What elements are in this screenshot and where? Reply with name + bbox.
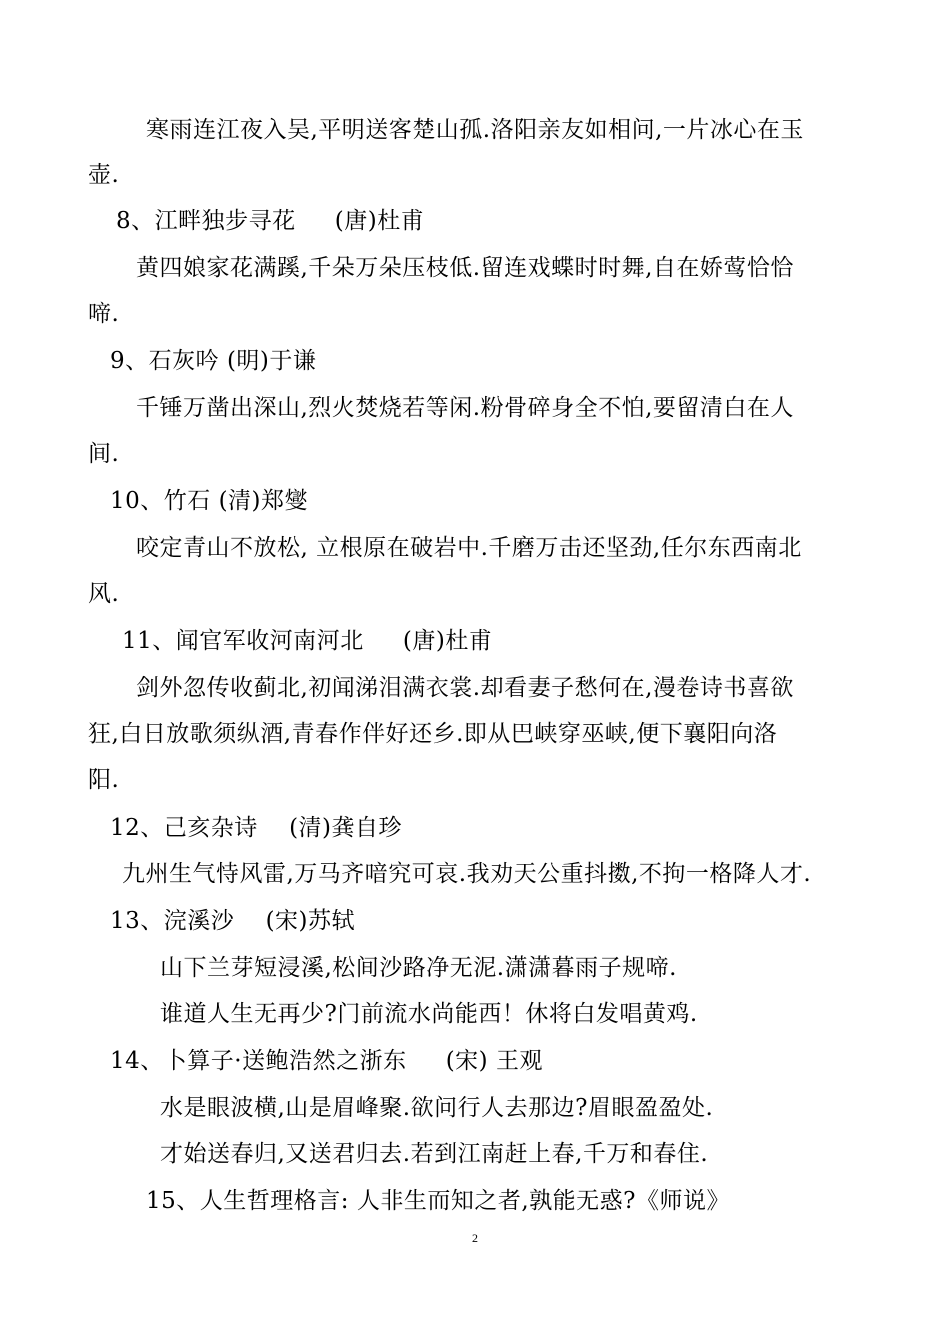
poem-8-heading: 8、江畔独步寻花 (唐)杜甫 <box>116 208 425 234</box>
poem-12-heading: 12、己亥杂诗 (清)龚自珍 <box>110 815 403 841</box>
poem-13-line-2: 谁道人生无再少?门前流水尚能西！休将白发唱黄鸡. <box>160 1001 698 1027</box>
poem-7-line-2: 壶. <box>88 162 120 188</box>
poem-11-heading: 11、闻官军收河南河北 (唐)杜甫 <box>122 628 493 654</box>
poem-8-line-2: 啼. <box>88 301 120 327</box>
poem-9-heading: 9、石灰吟 (明)于谦 <box>110 348 317 374</box>
poem-11-line-3: 阳. <box>88 767 120 793</box>
poem-14-line-2: 才始送春归,又送君归去.若到江南赶上春,千万和春住. <box>160 1141 709 1167</box>
poem-10-line-2: 风. <box>88 581 120 607</box>
poem-7-line-1: 寒雨连江夜入吴,平明送客楚山孤.洛阳亲友如相问,一片冰心在玉 <box>146 117 804 143</box>
poem-12-line-1: 九州生气恃风雷,万马齐喑究可哀.我劝天公重抖擞,不拘一格降人才. <box>122 861 812 887</box>
poem-11-line-1: 剑外忽传收蓟北,初闻涕泪满衣裳.却看妻子愁何在,漫卷诗书喜欲 <box>136 675 794 701</box>
poem-9-line-1: 千锤万凿出深山,烈火焚烧若等闲.粉骨碎身全不怕,要留清白在人 <box>136 395 794 421</box>
poem-10-line-1: 咬定青山不放松, 立根原在破岩中.千磨万击还坚劲,任尔东西南北 <box>136 535 802 561</box>
poem-10-heading: 10、竹石 (清)郑燮 <box>110 488 309 514</box>
poem-14-heading: 14、卜算子·送鲍浩然之浙东 (宋) 王观 <box>110 1048 543 1074</box>
poem-9-line-2: 间. <box>88 441 120 467</box>
poem-8-line-1: 黄四娘家花满蹊,千朵万朵压枝低.留连戏蝶时时舞,自在娇莺恰恰 <box>136 255 794 281</box>
poem-13-line-1: 山下兰芽短浸溪,松间沙路净无泥.潇潇暮雨子规啼. <box>160 955 677 981</box>
page-number: 2 <box>472 1231 478 1245</box>
poem-13-heading: 13、浣溪沙 (宋)苏轼 <box>110 908 356 934</box>
poem-11-line-2: 狂,白日放歌须纵酒,青春作伴好还乡.即从巴峡穿巫峡,便下襄阳向洛 <box>88 721 778 747</box>
poem-14-line-1: 水是眼波横,山是眉峰聚.欲问行人去那边?眉眼盈盈处. <box>160 1095 714 1121</box>
maxim-15-heading: 15、人生哲理格言: 人非生而知之者,孰能无惑?《师说》 <box>146 1188 730 1214</box>
